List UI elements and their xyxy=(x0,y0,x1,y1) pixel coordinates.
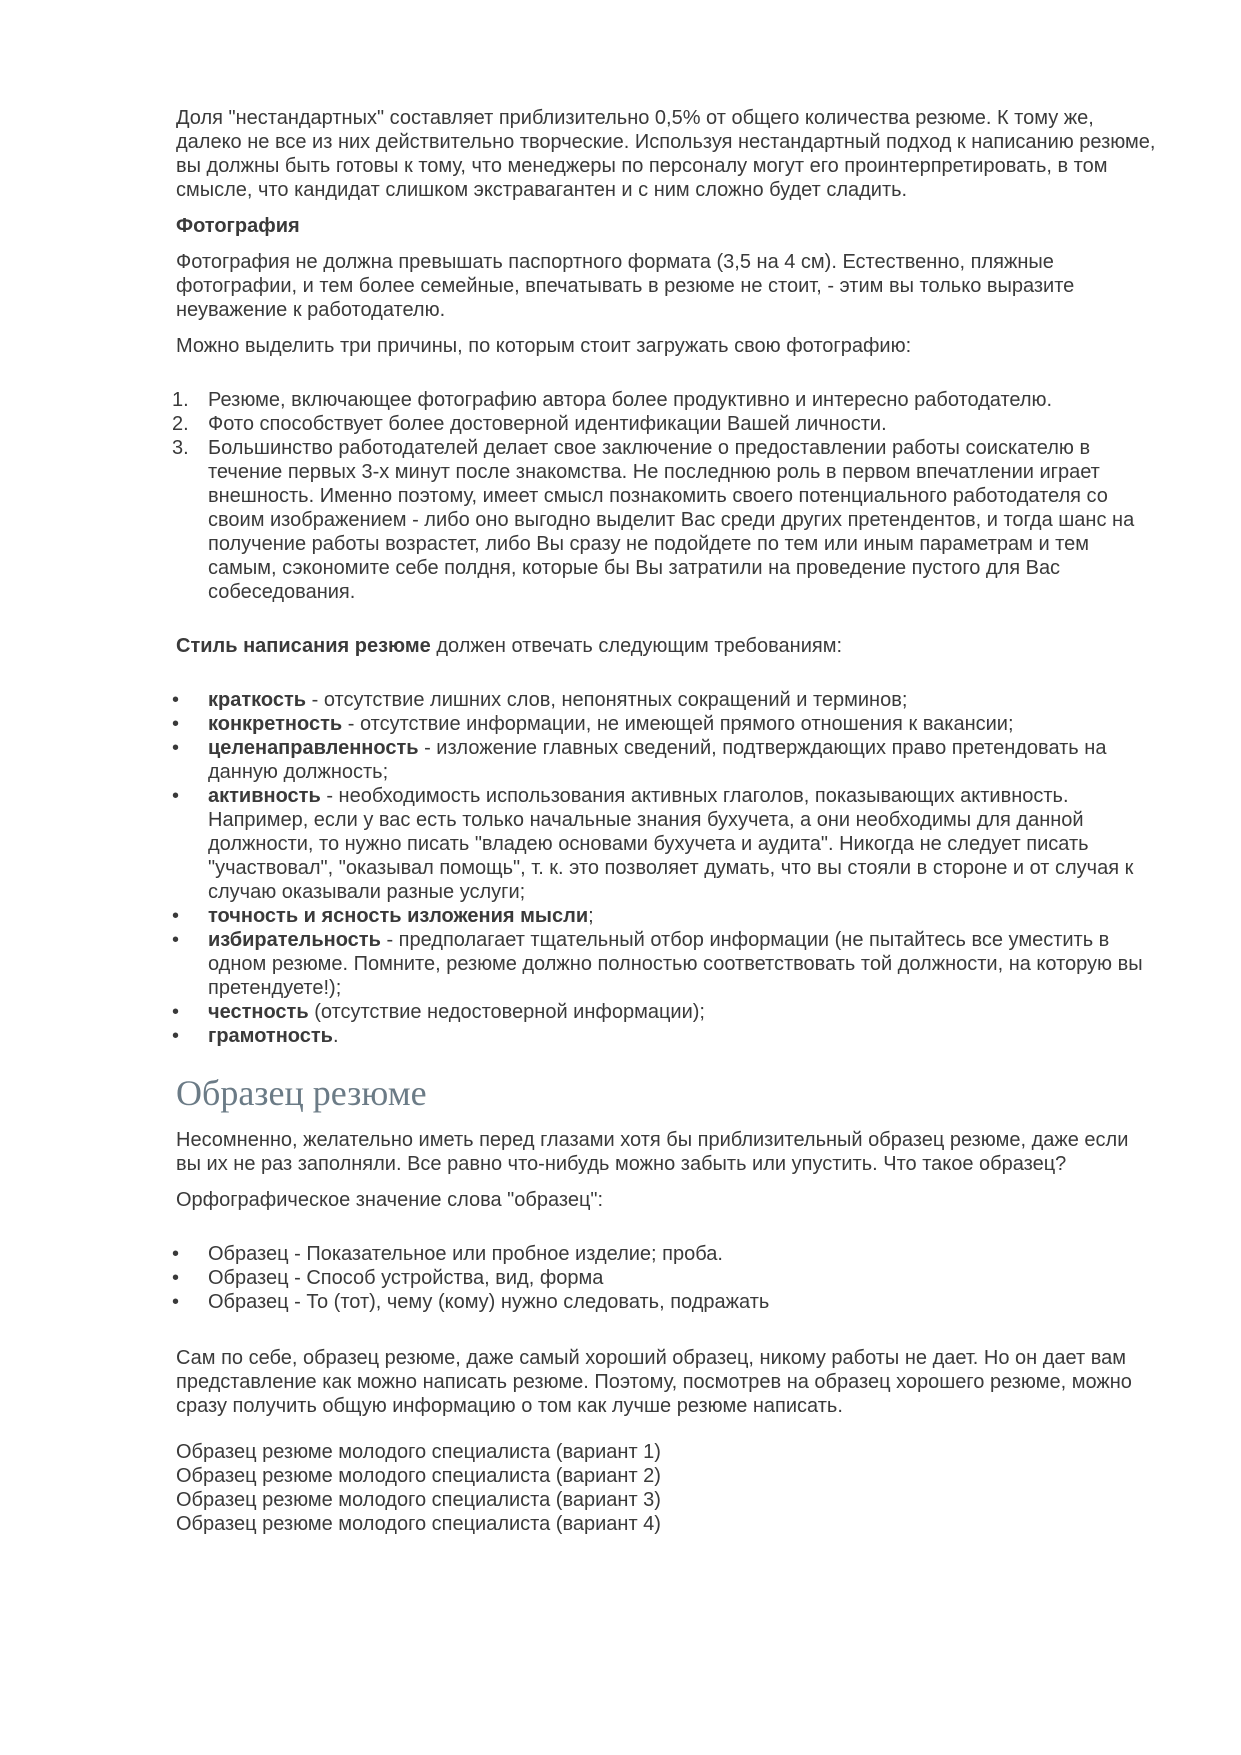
bullet-icon: • xyxy=(172,905,180,927)
requirement-term: целенаправленность xyxy=(208,737,419,759)
list-item xyxy=(172,688,1156,712)
list-item xyxy=(172,436,1156,604)
list-number: 1. xyxy=(172,389,189,411)
sample-variant-link: Образец резюме молодого специалиста (вариант 4) xyxy=(176,1513,661,1535)
list-item-text: Большинство работодателей делает свое заключение о предоставлении работы соискателю в течение первых 3-х минут после знакомства. Не последнюю роль в первом впечатлении играет внешность. Именно поэтому, имеет смысл познакомить своего потенциального работодателя со своим изображением - либо оно выгодно выделит Вас среди других претендентов, и тогда шанс на получение работы возрастет, либо Вы сразу не подойдете по тем или иным параметрам и тем самым, сэкономите себе полдня, которые бы Вы затратили на проведение пустого для Вас собеседования. xyxy=(208,437,1135,603)
list-item xyxy=(172,1242,1156,1266)
bullet-icon: • xyxy=(172,713,180,735)
requirement-text: ; xyxy=(588,905,594,927)
requirement-text: - отсутствие информации, не имеющей прямого отношения к вакансии; xyxy=(342,713,1014,735)
requirement-text: - необходимость использования активных глаголов, показывающих активность. Например, если у вас есть только начальные знания бухучета, а они необходимы для данной должности, то нужно писать "владею основами бухучета и аудита". Никогда не следует писать "участвовал", "оказывал помощь", т. к. это позволяет думать, что вы стояли в стороне и от случая к случаю оказывали разные услуги; xyxy=(208,785,1134,903)
requirement-text: - изложение главных сведений, подтверждающих право претендовать на данную должность; xyxy=(208,737,1107,783)
bullet-icon: • xyxy=(172,929,180,951)
style-requirements-list xyxy=(172,688,1156,1048)
list-item xyxy=(172,928,1156,1000)
requirement-term: конкретность xyxy=(208,713,343,735)
requirement-term: точность и ясность изложения мысли xyxy=(208,905,589,927)
style-lead-bold: Стиль написания резюме xyxy=(176,635,431,657)
list-item xyxy=(172,784,1156,904)
requirement-text: - отсутствие лишних слов, непонятных сокращений и терминов; xyxy=(306,689,908,711)
requirement-term: активность xyxy=(208,785,321,807)
bullet-icon: • xyxy=(172,1025,180,1047)
sample-paragraph-2: Орфографическое значение слова "образец": xyxy=(176,1189,604,1211)
list-item xyxy=(172,1290,1156,1314)
requirement-term: грамотность xyxy=(208,1025,333,1047)
list-item-text: Образец - Показательное или пробное изделие; проба. xyxy=(208,1243,723,1265)
sample-variants xyxy=(176,1440,1156,1536)
sample-variant-link: Образец резюме молодого специалиста (вариант 2) xyxy=(176,1465,661,1487)
photo-reasons-list xyxy=(172,388,1156,604)
bullet-icon: • xyxy=(172,1243,180,1265)
list-item xyxy=(172,1000,1156,1024)
photo-heading: Фотография xyxy=(176,215,300,237)
list-item-text: Резюме, включающее фотографию автора более продуктивно и интересно работодателю. xyxy=(208,389,1053,411)
sample-variant-link: Образец резюме молодого специалиста (вариант 1) xyxy=(176,1441,661,1463)
list-item-text: Образец - То (тот), чему (кому) нужно следовать, подражать xyxy=(208,1291,770,1313)
list-item-text: Образец - Способ устройства, вид, форма xyxy=(208,1267,604,1289)
style-lead xyxy=(176,634,1156,658)
requirement-text: - предполагает тщательный отбор информации (не пытайтесь все уместить в одном резюме. Помните, резюме должно полностью соответствовать той должности, на которую вы претендуете!); xyxy=(208,929,1143,999)
list-item xyxy=(172,388,1156,412)
bullet-icon: • xyxy=(172,689,180,711)
list-item xyxy=(172,736,1156,784)
list-item xyxy=(172,1024,1156,1048)
list-number: 3. xyxy=(172,437,189,459)
sample-heading: Образец резюме xyxy=(176,1073,427,1113)
list-number: 2. xyxy=(172,413,189,435)
requirement-term: краткость xyxy=(208,689,307,711)
sample-meanings-list xyxy=(172,1242,1156,1314)
photo-paragraph-1: Фотография не должна превышать паспортного формата (3,5 на 4 см). Естественно, пляжные фотографии, и тем более семейные, впечатывать в резюме не стоит, - этим вы только выразите неуважение к работодателю. xyxy=(176,251,1075,321)
bullet-icon: • xyxy=(172,1001,180,1023)
photo-paragraph-2: Можно выделить три причины, по которым стоит загружать свою фотографию: xyxy=(176,335,912,357)
list-item xyxy=(172,712,1156,736)
style-lead-rest: должен отвечать следующим требованиям: xyxy=(430,635,843,657)
list-item xyxy=(172,412,1156,436)
intro-paragraph: Доля "нестандартных" составляет приблизительно 0,5% от общего количества резюме. К тому же, далеко не все из них действительно творческие. Используя нестандартный подход к написанию резюме, вы должны быть готовы к тому, что менеджеры по персоналу могут его проинтерпретировать, в том смысле, что кандидат слишком экстравагантен и с ним сложно будет сладить. xyxy=(176,107,1156,201)
bullet-icon: • xyxy=(172,785,180,807)
requirement-term: избирательность xyxy=(208,929,381,951)
requirement-text: . xyxy=(332,1025,339,1047)
sample-variant-link: Образец резюме молодого специалиста (вариант 3) xyxy=(176,1489,661,1511)
requirement-term: честность xyxy=(208,1001,309,1023)
sample-paragraph-3: Сам по себе, образец резюме, даже самый хороший образец, никому работы не дает. Но он дает вам представление как можно написать резюме. Поэтому, посмотрев на образец хорошего резюме, можно сразу получить общую информацию о том как лучше резюме написать. xyxy=(176,1347,1132,1417)
list-item xyxy=(172,904,1156,928)
requirement-text: (отсутствие недостоверной информации); xyxy=(308,1001,705,1023)
list-item-text: Фото способствует более достоверной идентификации Вашей личности. xyxy=(208,413,887,435)
bullet-icon: • xyxy=(172,737,180,759)
document-page xyxy=(172,106,1156,1536)
list-item xyxy=(172,1266,1156,1290)
sample-paragraph-1: Несомненно, желательно иметь перед глазами хотя бы приблизительный образец резюме, даже если вы их не раз заполняли. Все равно что-нибудь можно забыть или упустить. Что такое образец? xyxy=(176,1129,1129,1175)
bullet-icon: • xyxy=(172,1267,180,1289)
bullet-icon: • xyxy=(172,1291,180,1313)
